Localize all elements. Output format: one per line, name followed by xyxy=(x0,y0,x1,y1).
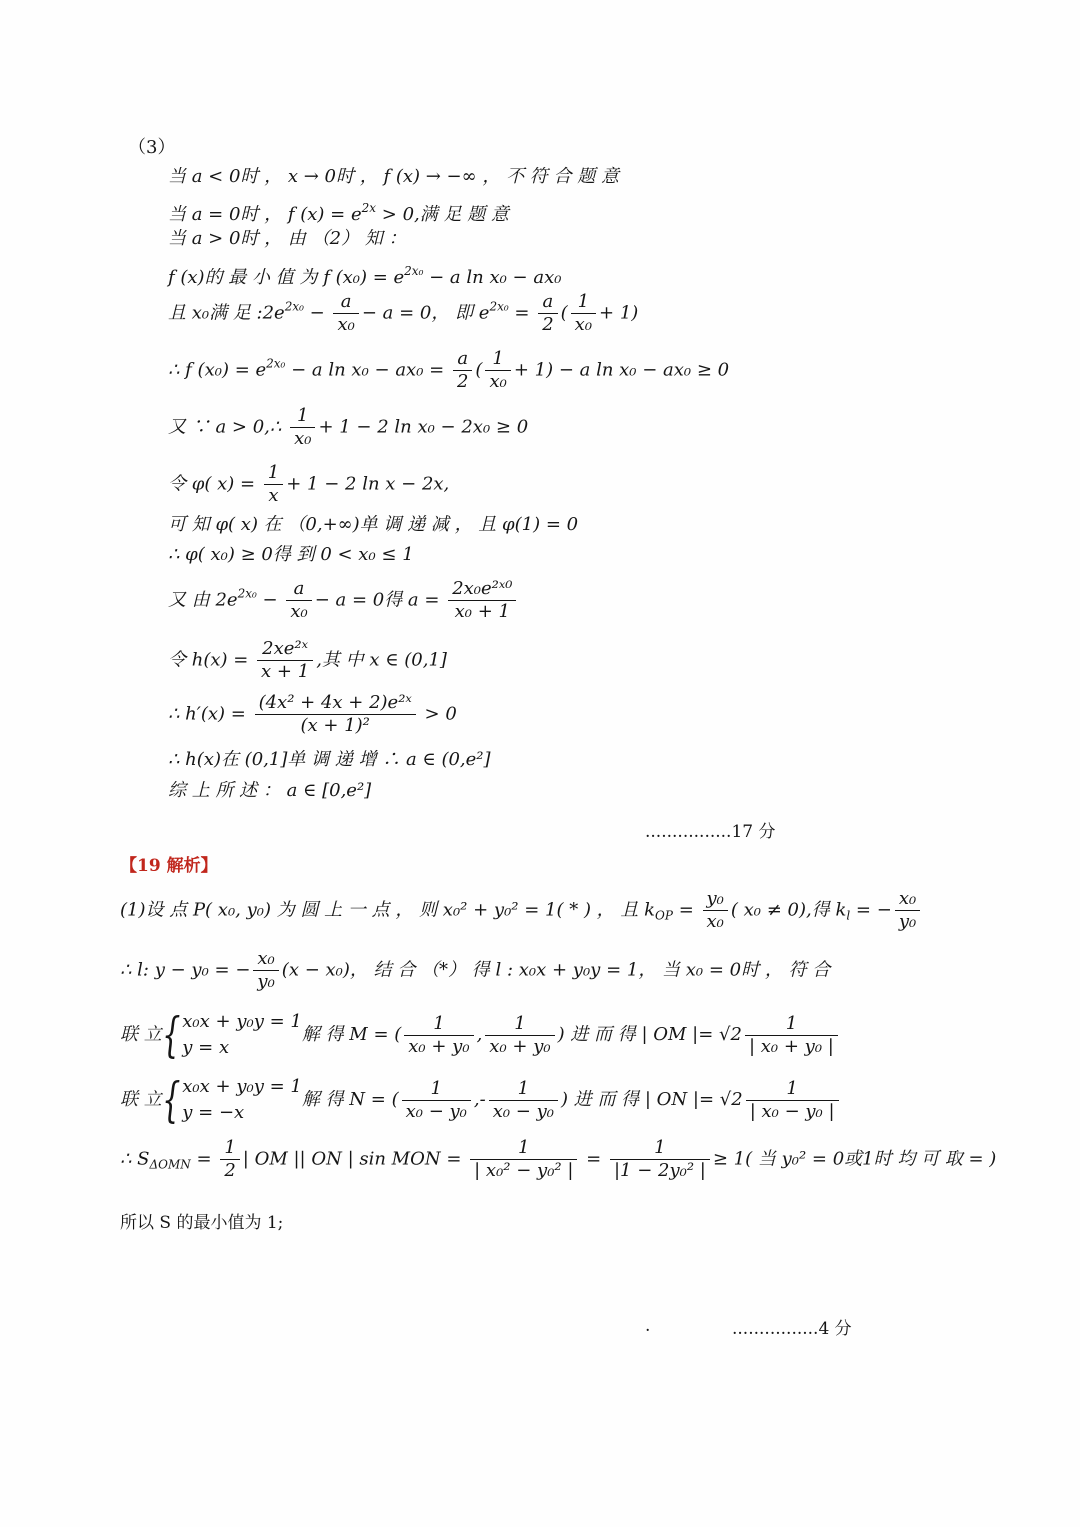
fraction: $\frac{1}{\text{| x₀² − y₀² |}}$ xyxy=(470,1137,577,1182)
equation-system: x₀x + y₀y = 1 y = −x xyxy=(182,1076,302,1123)
line-2: 当 a = 0时 ， f $(x) = e^{2x} > 0$,满 足 题 意 xyxy=(168,201,509,225)
fraction: $\frac{\text{2x₀e²ˣ⁰}}{\text{x₀ + 1}}$ xyxy=(448,578,516,623)
q19-line-3: 联 立{ x₀x + y₀y = 1 y = x 解 得 M = ( $\frac{1}{\text{x₀ + y₀}}$ , $\frac{1}{\text{x₀ + y₀}}$ ) 进 而 得 | OM |= √2 $\frac{1}{\text{| x₀ + y₀ |}}$ xyxy=(120,1009,841,1061)
stray-dot: . xyxy=(645,1316,651,1336)
line-4: f (x)的 最 小 值 为 f $(x_0) = e^{2x_0} - a$ ln x₀ − ax₀ xyxy=(168,264,562,288)
line-5: 且 x₀满 足 $:2e^{2x_0}$ − $\frac{a}{\text{x₀}}$ − a = 0， 即 $e^{2x_0}$ = $\frac{a}{2}$ ( $\frac{1}{\text{x₀}}$ + 1) xyxy=(168,291,639,335)
fraction: $\frac{1}{\text{| x₀ + y₀ |}}$ xyxy=(745,1013,838,1058)
line-15: 综 上 所 述 ： a ∈ [0,e²] xyxy=(168,780,372,801)
fraction: $\frac{\text{y₀}}{\text{x₀}}$ xyxy=(703,888,728,933)
q19-conclusion: 所以 S 的最小值为 1; xyxy=(120,1213,284,1233)
line-14: ∴ h(x)在 (0,1]单 调 递 增 ∴ a ∈ (0,e²] xyxy=(168,749,491,770)
line-9: 可 知 φ( x) 在 （0,+∞)单 调 递 减 ， 且 φ(1) = 0 xyxy=(168,514,579,535)
equation-system: x₀x + y₀y = 1 y = x xyxy=(182,1011,302,1058)
score-4: ................4 分 xyxy=(732,1319,852,1339)
fraction: $\frac{\text{x₀}}{\text{y₀}}$ xyxy=(253,948,278,993)
fraction: $\frac{\text{2xe²ˣ}}{x + 1}$ xyxy=(257,638,313,683)
fraction: $\frac{1}{\text{x₀ + y₀}}$ xyxy=(485,1013,554,1058)
q19-line-5: ∴ $S_{\Delta OMN}$ = $\frac{1}{2}$ | OM || ON | sin MON = $\frac{1}{\text{| x₀² − y₀² |}}$ = $\frac{1}{\text{|1 − 2y₀² |}}$ ≥ 1( 当 y₀² = 0或1时 均 可 取 = ) xyxy=(120,1137,997,1181)
line-7: 又 ∵ a > 0,∴ $\frac{1}{\text{x₀}}$ + 1 − 2 ln x₀ − 2x₀ ≥ 0 xyxy=(168,405,529,449)
left-brace-icon: { xyxy=(161,1007,181,1063)
fraction: $\frac{1}{\text{x₀ + y₀}}$ xyxy=(404,1013,473,1058)
fraction: $\frac{a}{\text{x₀}}$ xyxy=(333,291,358,336)
fraction: $\frac{1}{\text{x₀ − y₀}}$ xyxy=(489,1078,558,1123)
score-17: ................17 分 xyxy=(645,822,776,842)
fraction: $\frac{1}{x}$ xyxy=(264,462,283,507)
fraction: $\frac{\text{x₀}}{\text{y₀}}$ xyxy=(895,888,920,933)
q19-line-2: ∴ l: y − y₀ = − $\frac{\text{x₀}}{\text{y₀}}$ (x − x₀)， 结 合 （*） 得 l : x₀x + y₀y = 1， 当 x₀ = 0时 ， 符 合 xyxy=(120,948,831,992)
line-1: 当 a < 0时 ， x → 0时 ， f (x) → −∞ ， 不 符 合 题 意 xyxy=(168,166,619,187)
fraction: $\frac{1}{\text{x₀ − y₀}}$ xyxy=(402,1078,471,1123)
q19-header: 【19 解析】 xyxy=(120,856,218,876)
fraction: $\frac{1}{\text{| x₀ − y₀ |}}$ xyxy=(746,1078,839,1123)
fraction: $\frac{a}{2}$ xyxy=(538,291,557,336)
fraction: $\frac{a}{2}$ xyxy=(453,348,472,393)
q19-line-4: 联 立{ x₀x + y₀y = 1 y = −x 解 得 N = ( $\frac{1}{\text{x₀ − y₀}}$ ,- $\frac{1}{\text{x₀ − y₀}}$ ) 进 而 得 | ON |= √2 $\frac{1}{\text{| x₀ − y₀ |}}$ xyxy=(120,1074,842,1126)
fraction: $\frac{1}{\text{x₀}}$ xyxy=(290,405,315,450)
fraction: $\frac{\text{(4x² + 4x + 2)e²ˣ}}{\text{(x + 1)²}}$ xyxy=(255,692,416,737)
line-12: 令 h(x) = $\frac{\text{2xe²ˣ}}{x + 1}$ ,其 中 x ∈ (0,1] xyxy=(168,638,447,682)
q19-line-1: (1)设 点 P( x₀, y₀) 为 圆 上 一 点 ， 则 x₀² + y₀² = 1( * ) ， 且 $k_{OP}$ = $\frac{\text{y₀}}{\text{x₀}}$ ( x₀ ≠ 0),得 $k_l$ = − $\frac{\text{x₀}}{\text{y₀}}$ xyxy=(120,888,923,933)
line-11: 又 由 $2e^{2x_0}$ − $\frac{a}{\text{x₀}}$ − a = 0得 a = $\frac{\text{2x₀e²ˣ⁰}}{\text{x₀ + 1}}$ xyxy=(168,578,519,623)
fraction: $\frac{1}{\text{x₀}}$ xyxy=(485,348,510,393)
line-10: ∴ φ( x₀) ≥ 0得 到 0 < x₀ ≤ 1 xyxy=(168,544,414,565)
fraction: $\frac{1}{2}$ xyxy=(220,1137,239,1182)
line-6: ∴ f $(x_0) = e^{2x_0} - a$ ln x₀ − ax₀ = $\frac{a}{2}$ ( $\frac{1}{\text{x₀}}$ + 1) − a ln x₀ − ax₀ ≥ 0 xyxy=(168,348,730,392)
line-3: 当 a > 0时 ， 由 （2） 知 ： xyxy=(168,228,407,249)
fraction: $\frac{1}{\text{x₀}}$ xyxy=(571,291,596,336)
fraction: $\frac{a}{\text{x₀}}$ xyxy=(286,578,311,623)
fraction: $\frac{1}{\text{|1 − 2y₀² |}}$ xyxy=(610,1137,710,1182)
line-8: 令 φ( x) = $\frac{1}{x}$ + 1 − 2 ln x − 2x, xyxy=(168,462,450,506)
left-brace-icon: { xyxy=(161,1072,181,1128)
line-13: ∴ h′(x) = $\frac{\text{(4x² + 4x + 2)e²ˣ}}{\text{(x + 1)²}}$ > 0 xyxy=(168,692,457,736)
part3-label: （3） xyxy=(128,137,176,158)
